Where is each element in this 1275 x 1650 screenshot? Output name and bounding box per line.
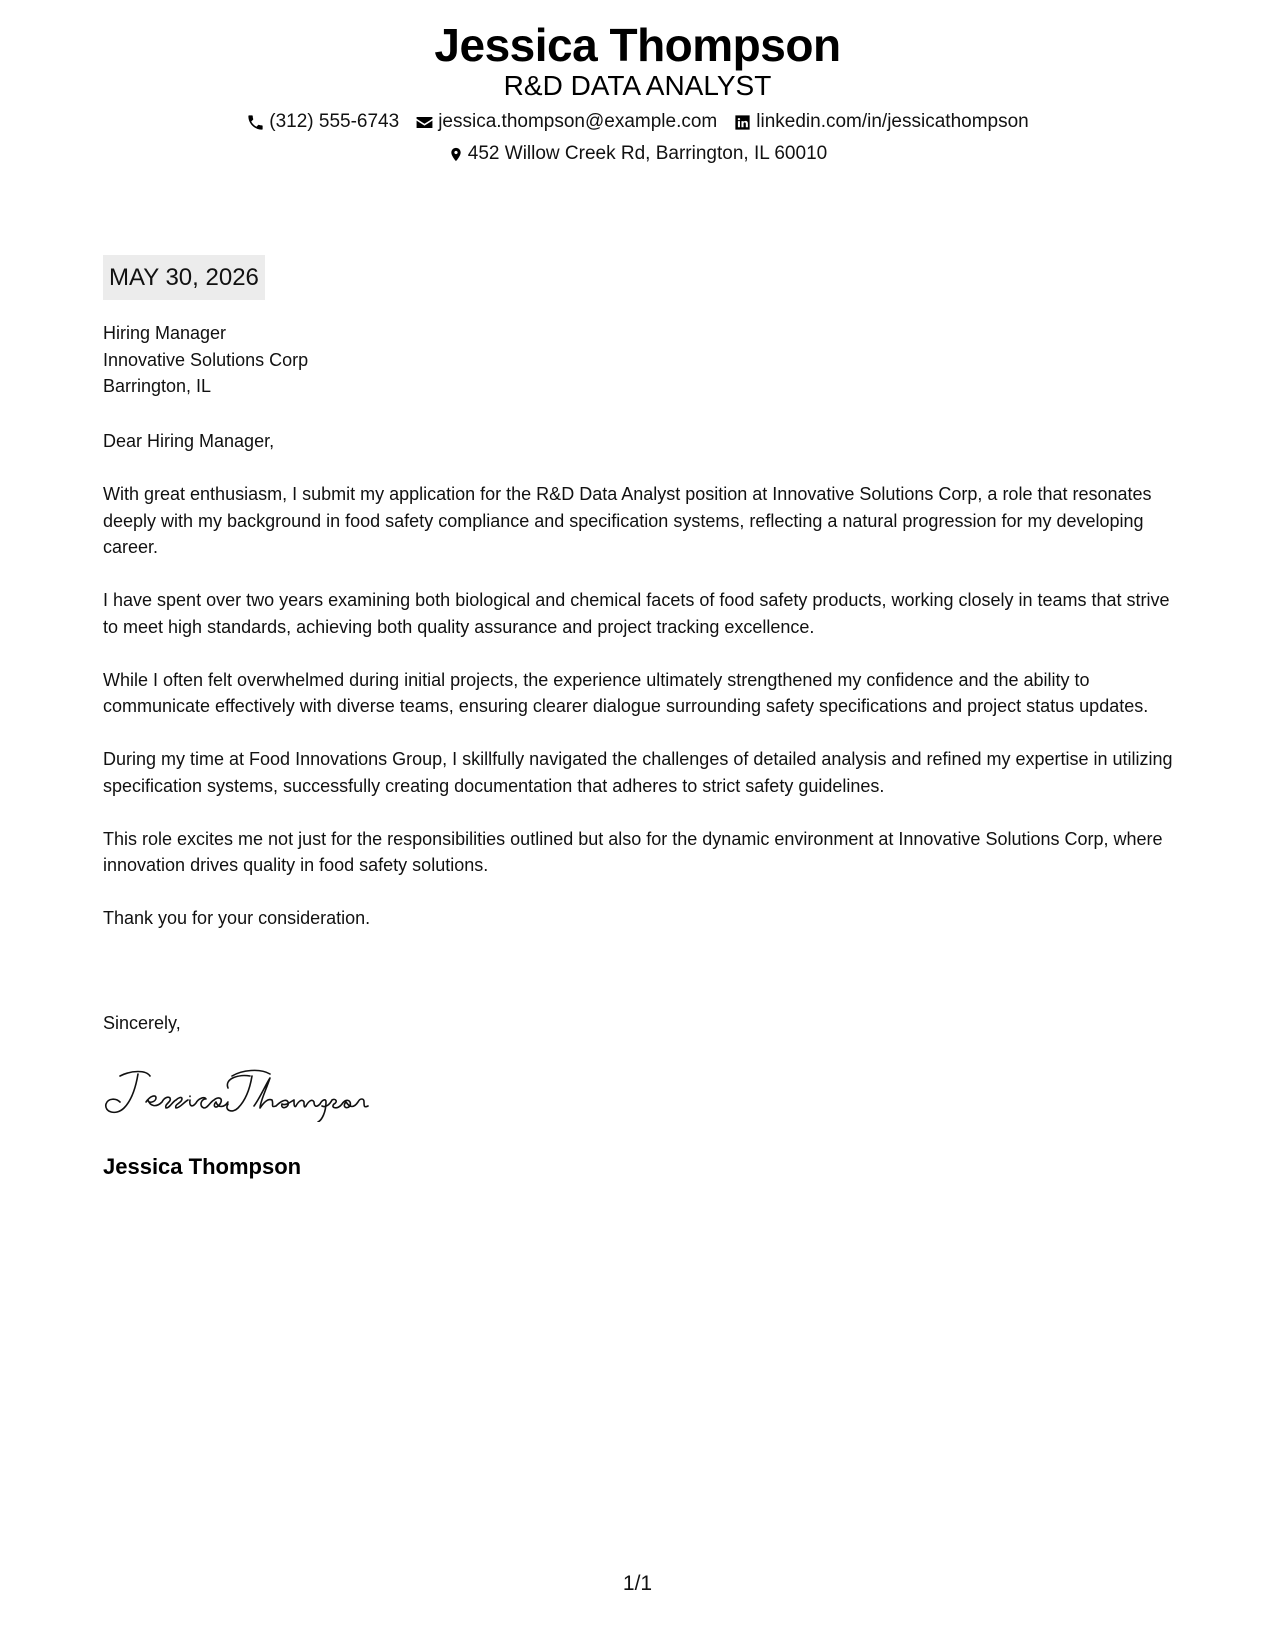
body-paragraph: With great enthusiasm, I submit my application for the R&D Data Analyst position at Innovative Solutions Corp, a role that resonates deeply with my background in food safety compliance and specification systems, reflecting a natural progression for my developing career. (103, 484, 1152, 557)
address-row (0, 142, 1275, 166)
phone-icon (246, 113, 265, 132)
closing: Sincerely, (103, 1013, 181, 1033)
envelope-icon (415, 113, 434, 132)
recipient-line: Hiring Manager (103, 323, 227, 343)
signer-name: Jessica Thompson (103, 1154, 302, 1179)
linkedin-icon (733, 113, 752, 132)
applicant-name: Jessica Thompson (434, 19, 841, 71)
body-paragraph: During my time at Food Innovations Group, I skillfully navigated the challenges of detailed analysis and refined my expertise in utilizing specification systems, successfully creating documentation that adheres to strict safety guidelines. (103, 749, 1173, 796)
contact-row (0, 110, 1275, 134)
page-number: 1/1 (622, 1572, 653, 1595)
recipient-line: Barrington, IL (103, 376, 212, 396)
body-paragraph: Thank you for your consideration. (103, 908, 371, 928)
phone-number: (312) 555-6743 (269, 111, 400, 132)
email-address: jessica.thompson@example.com (438, 111, 718, 132)
linkedin-url: linkedin.com/in/jessicathompson (756, 111, 1029, 132)
recipient-line: Innovative Solutions Corp (103, 349, 309, 370)
map-marker-icon (448, 145, 464, 164)
body-paragraph: While I often felt overwhelmed during initial projects, the experience ultimately strengthened my confidence and the ability to communicate effectively with diverse teams, ensuring clearer dialogue surrounding safety specifications and project status updates. (103, 669, 1149, 716)
letter-body (103, 481, 1173, 958)
contact-email (415, 110, 717, 134)
body-paragraph: This role excites me not just for the responsibilities outlined but also for the dynamic environment at Innovative Solutions Corp, where innovation drives quality in food safety solutions. (103, 828, 1163, 875)
letter-header (0, 18, 1275, 166)
recipient-block (103, 320, 1173, 400)
job-title: R&D DATA ANALYST (503, 70, 772, 101)
contact-linkedin (733, 110, 1028, 134)
contact-phone (246, 110, 399, 134)
contact-address (448, 142, 827, 166)
letter-date: MAY 30, 2026 (103, 255, 265, 300)
street-address: 452 Willow Creek Rd, Barrington, IL 60010 (467, 143, 828, 164)
handwritten-signature (100, 1062, 370, 1122)
salutation: Dear Hiring Manager, (103, 431, 275, 451)
body-paragraph: I have spent over two years examining both biological and chemical facets of food safety products, working closely in teams that strive to meet high standards, achieving both quality assurance and project tracking excellence. (103, 590, 1170, 637)
